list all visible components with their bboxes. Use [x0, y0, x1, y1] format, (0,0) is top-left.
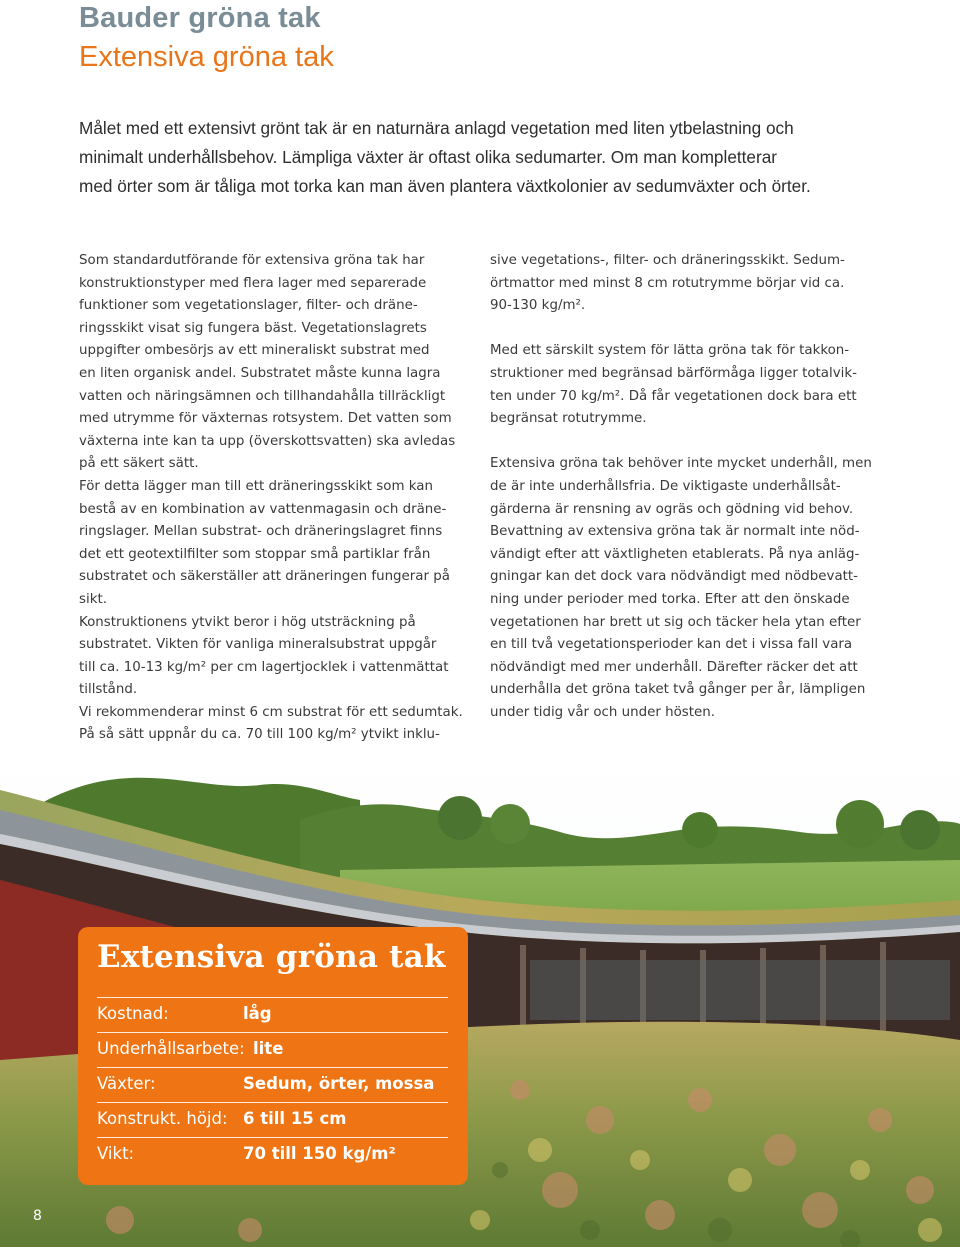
body-line: med utrymme för växternas rotsystem. Det vatten som [79, 411, 452, 427]
body-line: Vi rekommenderar minst 6 cm substrat för ett sedumtak. [79, 704, 463, 720]
paragraph-gap [490, 318, 890, 341]
row-value: Sedum, örter, mossa [243, 1074, 435, 1093]
body-line: det ett geotextilfilter som stoppar små partiklar från [79, 546, 431, 562]
row-label: Kostnad: [97, 1004, 169, 1023]
body-line: Bevattning av extensiva gröna tak är normalt inte nöd- [490, 524, 860, 540]
body-line: vegetationen har brett ut sig och täcker hela ytan efter [490, 614, 861, 630]
page-subtitle: Extensiva gröna tak [79, 41, 334, 73]
body-line: ringslager. Mellan substrat- och dräneringslagret finns [79, 524, 443, 540]
intro-line: Målet med ett extensivt grönt tak är en naturnära anlagd vegetation med liten ytbelastning och [79, 118, 794, 138]
body-line: konstruktionstyper med flera lager med separerade [79, 275, 427, 291]
body-line: Som standardutförande för extensiva gröna tak har [79, 253, 425, 268]
body-line: substratet och säkerställer att dräneringen fungerar på [79, 569, 450, 585]
row-label: Konstrukt. höjd: [97, 1109, 228, 1128]
infobox-row-height [97, 1102, 448, 1137]
body-line: För detta lägger man till ett dräneringsskikt som kan [79, 478, 433, 494]
body-line: gningar kan det dock vara nödvändigt med nödbevatt- [490, 569, 858, 585]
body-line: en till två vegetationsperioder kan det i vissa fall vara [490, 637, 853, 653]
row-value: 70 till 150 kg/m² [243, 1144, 396, 1163]
body-line: Konstruktionens ytvikt beror i hög utsträckning på [79, 614, 416, 630]
body-line: nödvändigt med mer underhåll. Därefter räcker det att [490, 659, 858, 675]
intro-line: minimalt underhållsbehov. Lämpliga växter är oftast olika sedumarter. Om man kompletterar [79, 147, 777, 167]
body-line: gärderna är rensning av ogräs och gödning vid behov. [490, 501, 854, 517]
row-label: Underhållsarbete: [97, 1039, 245, 1058]
body-line: 90-130 kg/m². [490, 298, 586, 314]
body-line: tillstånd. [79, 682, 138, 698]
body-line: ten under 70 kg/m². Då får vegetationen dock bara ett [490, 388, 857, 404]
infobox-row-plants [97, 1067, 448, 1102]
body-line: ning under perioder med torka. Efter att den önskade [490, 591, 850, 607]
infobox-row-cost [97, 997, 448, 1032]
body-line: växterna inte kan ta upp (överskottsvatten) ska avledas [79, 433, 456, 449]
left-text-column [79, 250, 479, 747]
body-line: Med ett särskilt system för lätta gröna tak för takkon- [490, 343, 850, 359]
infobox-row-maintenance [97, 1032, 448, 1067]
body-line: en liten organisk andel. Substratet måste kunna lagra [79, 365, 441, 381]
body-line: sikt. [79, 591, 107, 607]
body-line: sive vegetations-, filter- och dräneringsskikt. Sedum- [490, 253, 845, 268]
row-value: 6 till 15 cm [243, 1109, 347, 1128]
body-line: funktioner som vegetationslager, filter- och dräne- [79, 298, 418, 314]
right-text-column [490, 250, 890, 724]
body-line: örtmattor med minst 8 cm rotutrymme börjar vid ca. [490, 275, 845, 291]
body-line: struktioner med begränsad bärförmåga ligger totalvik- [490, 365, 857, 381]
body-line: substratet. Vikten för vanliga mineralsubstrat uppgår [79, 637, 437, 653]
body-line: vatten och näringsämnen och tillhandahålla tillräckligt [79, 388, 446, 404]
body-line: begränsat rotutrymme. [490, 411, 647, 427]
body-line: underhålla det gröna taket två gånger per år, lämpligen [490, 682, 866, 698]
body-line: under tidig vår och under hösten. [490, 704, 715, 720]
row-value: låg [243, 1004, 272, 1023]
body-line: ringsskikt visat sig fungera bäst. Vegetationslagrets [79, 320, 427, 336]
intro-paragraph [79, 114, 899, 201]
row-label: Växter: [97, 1074, 156, 1093]
body-line: till ca. 10-13 kg/m² per cm lagertjocklek i vattenmättat [79, 659, 449, 675]
body-line: uppgifter ombesörjs av ett mineraliskt substrat med [79, 343, 430, 359]
body-line: På så sätt uppnår du ca. 70 till 100 kg/m² ytvikt inklu- [79, 727, 440, 743]
intro-line: med örter som är tåliga mot torka kan man även plantera växtkolonier av sedumväxter och örter. [79, 176, 811, 196]
infobox-row-weight [97, 1137, 448, 1172]
row-label: Vikt: [97, 1144, 135, 1163]
body-line: de är inte underhållsfria. De viktigaste underhållsåt- [490, 478, 841, 494]
body-line: vändigt efter att växtligheten etablerats. På nya anläg- [490, 546, 860, 562]
infobox-title: Extensiva gröna tak [97, 939, 446, 975]
body-line: bestå av en kombination av vattenmagasin och dräne- [79, 501, 447, 517]
body-line: på ett säkert sätt. [79, 456, 199, 472]
page-number: 8 [33, 1208, 42, 1224]
row-value: lite [253, 1039, 284, 1058]
body-line: Extensiva gröna tak behöver inte mycket underhåll, men [490, 456, 872, 472]
summary-infobox [78, 927, 468, 1185]
paragraph-gap [490, 431, 890, 454]
page-title: Bauder gröna tak [79, 2, 321, 34]
